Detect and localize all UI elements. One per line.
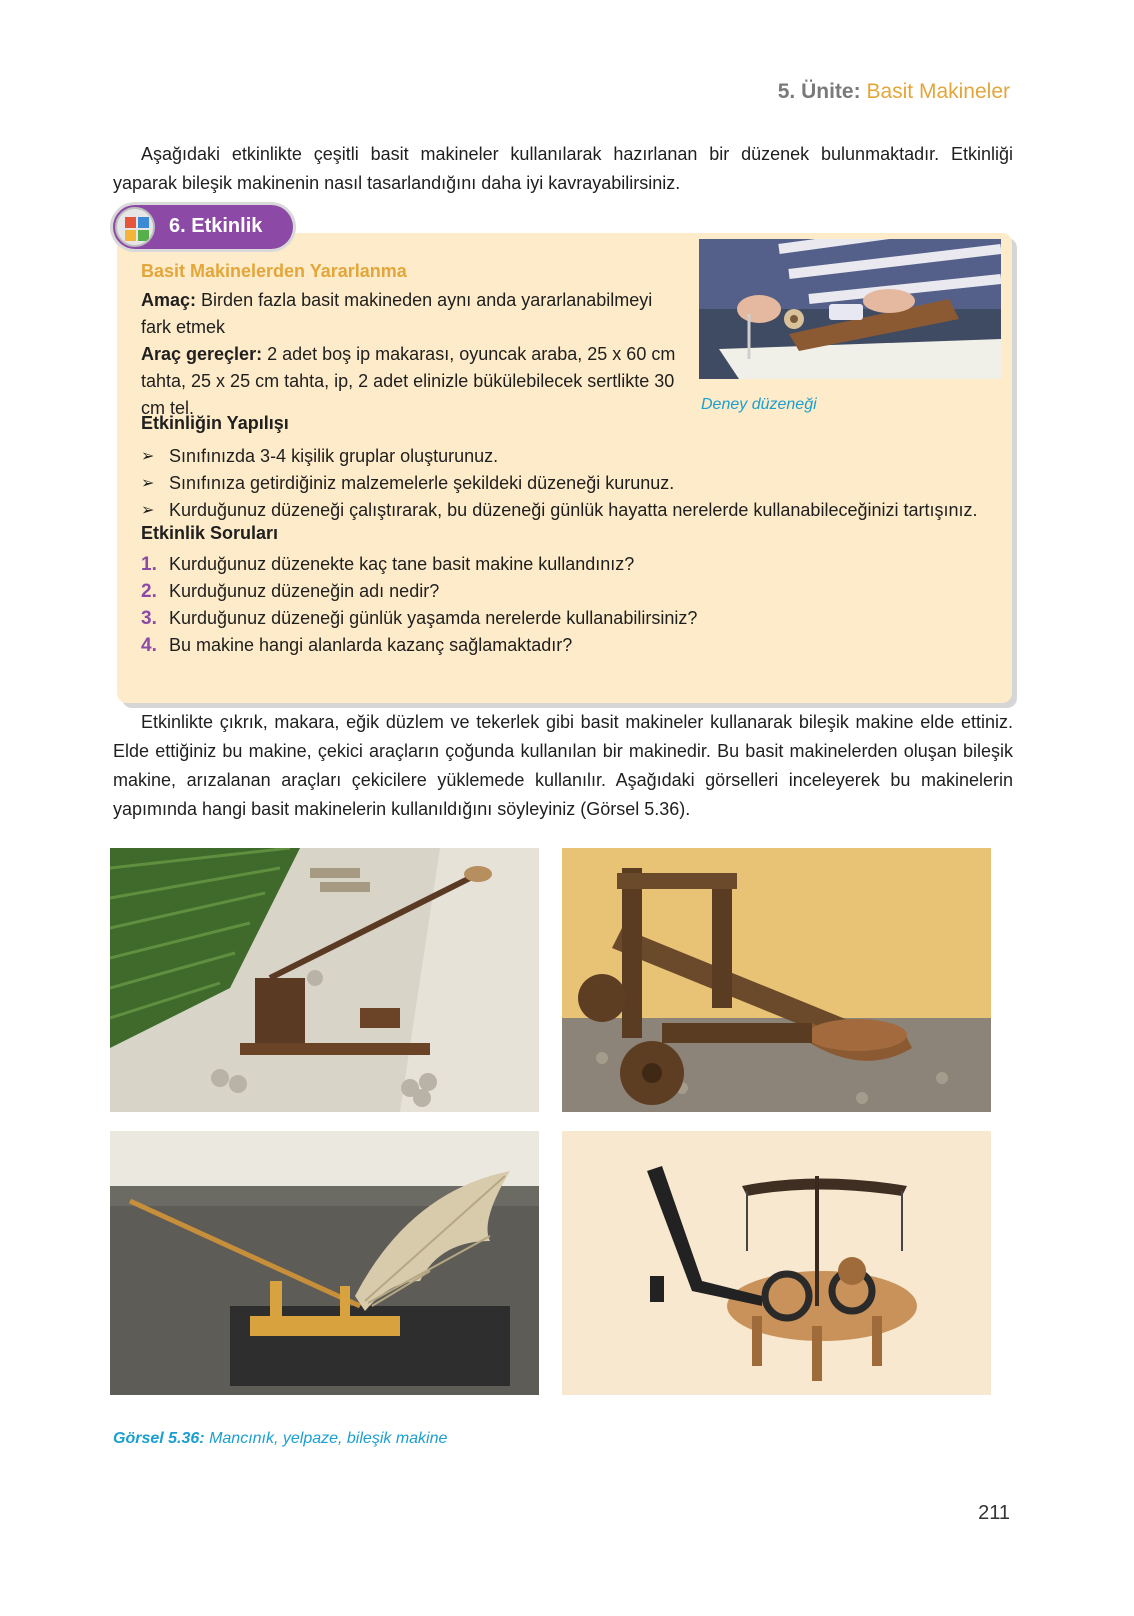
figure-caption-text: Mancınık, yelpaze, bileşik makine <box>209 1430 448 1447</box>
compound-machine-photo <box>562 1131 991 1395</box>
unit-topic: Basit Makineler <box>866 80 1010 103</box>
trebuchet-model-photo <box>110 848 539 1112</box>
arrow-bullet-icon: ➢ <box>141 448 155 465</box>
questions-list <box>141 551 1001 659</box>
questions-title: Etkinlik Soruları <box>141 523 279 543</box>
aim-text: Birden fazla basit makineden aynı anda yararlanabilmeyi fark etmek <box>141 290 653 337</box>
arrow-bullet-icon: ➢ <box>141 502 155 519</box>
list-item: ➢ Sınıfınızda 3-4 kişilik gruplar oluşturunuz. <box>141 443 1001 470</box>
page-number: 211 <box>978 1502 1010 1524</box>
body-text: Etkinlikte çıkrık, makara, eğik düzlem ve tekerlek gibi basit makineler kullanarak bileşik makine elde ettiniz. Elde ettiğiniz bu makine, çekici araçların çoğunda kullanılan bir makinedir. Bu basit makinelerden oluşan bileşik makine, arızalanan araçları çekicilere yüklemede kullanılır. Aşağıdaki görselleri inceleyerek bu makinelerin yapımında hangi basit makinelerin kullanıldığını söyleyiniz (Görsel 5.36). <box>113 712 1013 819</box>
activity-description <box>141 287 681 422</box>
intro-paragraph <box>113 140 1013 198</box>
activity-box <box>117 233 1012 703</box>
aim-label: Amaç: <box>141 290 197 310</box>
unit-header <box>778 80 1010 104</box>
activity-badge <box>113 205 293 249</box>
list-item: ➢ Sınıfınıza getirdiğiniz malzemelerle şekildeki düzeneği kurunuz. <box>141 470 1001 497</box>
figure-label: Görsel 5.36: <box>113 1430 205 1447</box>
steps-title: Etkinliğin Yapılışı <box>141 413 289 433</box>
activity-badge-label: 6. Etkinlik <box>169 215 263 237</box>
list-item: 4. Bu makine hangi alanlarda kazanç sağlamaktadır? <box>141 635 573 656</box>
list-item: 2. Kurduğunuz düzeneğin adı nedir? <box>141 581 440 602</box>
activity-title: Basit Makinelerden Yararlanma <box>141 261 407 281</box>
list-item: 3. Kurduğunuz düzeneği günlük yaşamda nerelerde kullanabilirsiniz? <box>141 608 698 629</box>
activity-icon <box>115 207 155 247</box>
tools-label: Araç gereçler: <box>141 344 263 364</box>
arrow-bullet-icon: ➢ <box>141 475 155 492</box>
list-item: 1. Kurduğunuz düzenekte kaç tane basit makine kullandınız? <box>141 554 635 575</box>
experiment-photo <box>699 239 1001 379</box>
figure-caption <box>113 1430 447 1448</box>
tools-text: 2 adet boş ip makarası, oyuncak araba, 25 x 60 cm tahta, 25 x 25 cm tahta, ip, 2 adet elinizle bükülebilecek sertlikte 30 cm tel. <box>141 344 676 418</box>
steps-list <box>141 443 1001 524</box>
fan-machine-model-photo <box>110 1131 539 1395</box>
body-paragraph <box>113 708 1013 824</box>
list-item: ➢ Kurduğunuz düzeneği çalıştırarak, bu düzeneği günlük hayatta nerelerde kullanabileceğinizi tartışınız. <box>141 497 1001 524</box>
intro-text: Aşağıdaki etkinlikte çeşitli basit makineler kullanılarak hazırlanan bir düzenek bulunmaktadır. Etkinliği yaparak bileşik makinenin nasıl tasarlandığını daha iyi kavrayabilirsiniz. <box>113 144 1013 193</box>
photo-caption: Deney düzeneği <box>701 396 817 413</box>
wooden-catapult-photo <box>562 848 991 1112</box>
unit-label: 5. Ünite: <box>777 80 861 103</box>
